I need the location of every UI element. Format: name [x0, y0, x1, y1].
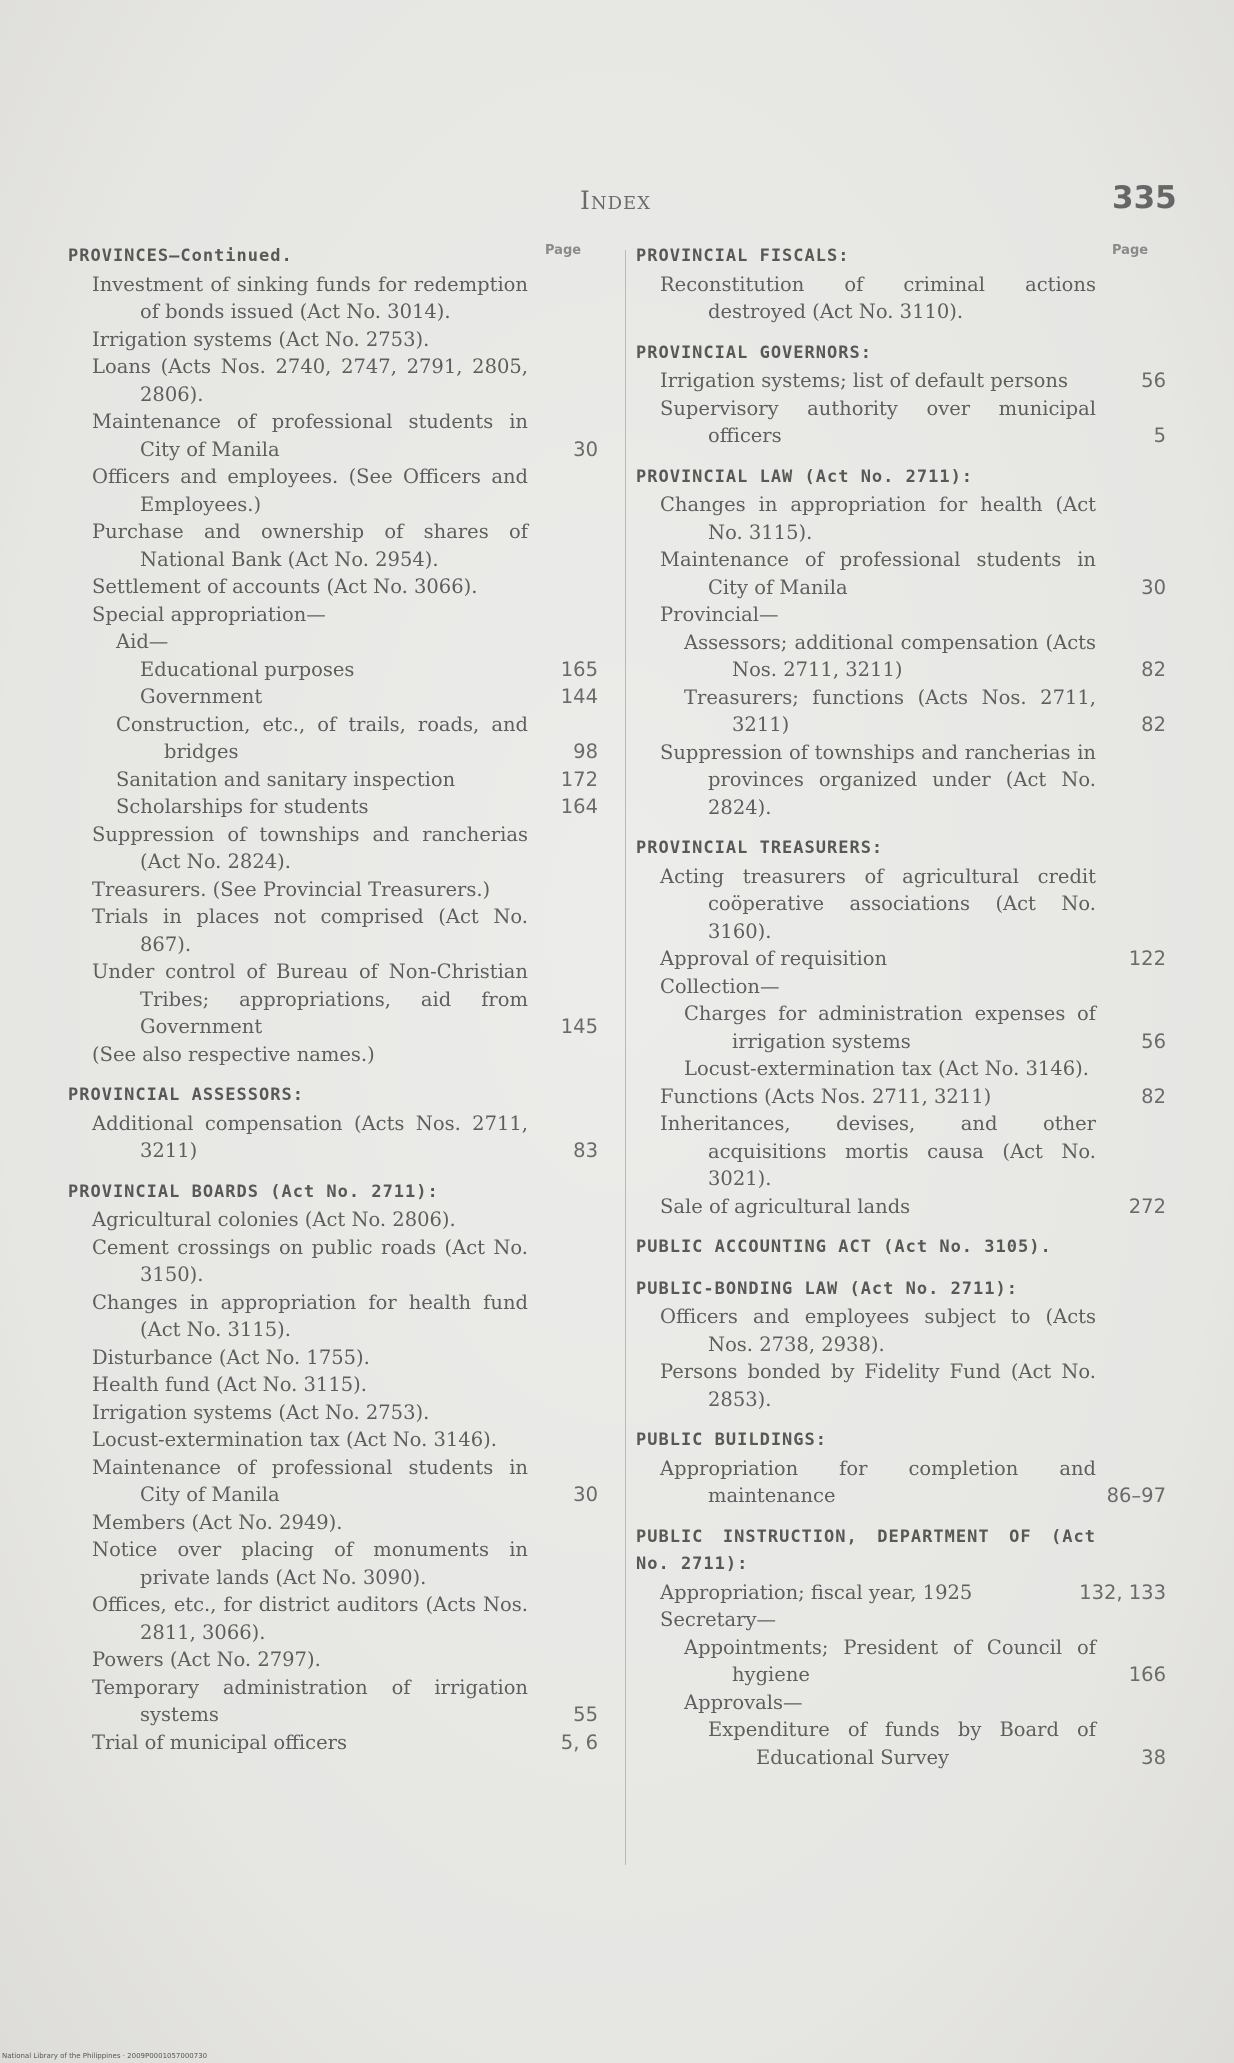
index-entry: [92, 1454, 598, 1509]
index-heading: [68, 1082, 598, 1110]
entry-text: Appropriation; fiscal year, 1925: [660, 1580, 973, 1604]
entry-page-number: 86–97: [1106, 1484, 1166, 1507]
index-entry: [636, 629, 1166, 684]
index-entry: [660, 1606, 1166, 1634]
entry-text: Appropriation for completion and maintenance: [660, 1456, 1096, 1507]
index-entry: [92, 903, 598, 958]
entry-text: PUBLIC INSTRUCTION, DEPARTMENT OF (Act No. 2711):: [636, 1526, 1096, 1574]
entry-text: Charges for administration expenses of irrigation systems: [684, 1002, 1096, 1053]
entry-text: PROVINCIAL BOARDS (Act No. 2711):: [68, 1181, 439, 1202]
entry-text: Irrigation systems (Act No. 2753).: [92, 327, 430, 351]
footer-credit: National Library of the Philippines · 2009P0001057000730: [2, 2052, 208, 2060]
entry-text: Collection—: [660, 974, 780, 998]
index-entry: [92, 1426, 598, 1454]
index-entry: [68, 628, 598, 656]
index-entry: [68, 711, 598, 766]
index-entry: [660, 1579, 1166, 1607]
entry-text: Supervisory authority over municipal officers: [660, 396, 1096, 447]
index-entry: [660, 601, 1166, 629]
column-divider: [625, 250, 626, 1865]
index-heading: [636, 835, 1166, 863]
index-entry: [660, 1303, 1166, 1358]
index-entry: [92, 1509, 598, 1537]
index-entry: [92, 326, 598, 354]
entry-page-number: 144: [560, 685, 598, 708]
entry-text: PROVINCIAL TREASURERS:: [636, 838, 884, 858]
index-entry: [660, 1193, 1166, 1221]
index-entry: [92, 1289, 598, 1344]
index-entry: [660, 1455, 1166, 1510]
entry-text: Loans (Acts Nos. 2740, 2747, 2791, 2805, 2806).: [92, 355, 528, 406]
entry-page-number: 164: [560, 795, 598, 818]
index-heading: [636, 1427, 1166, 1455]
entry-text: Notice over placing of monuments in private lands (Act No. 3090).: [92, 1538, 528, 1589]
entry-page-number: 145: [560, 1015, 598, 1038]
entry-page-number: 56: [1141, 369, 1166, 392]
index-entry: [92, 408, 598, 463]
entry-text: PUBLIC BUILDINGS:: [636, 1430, 827, 1450]
index-entry: [92, 1399, 598, 1427]
page-column-label: Page: [1112, 243, 1149, 258]
entry-page-number: 55: [573, 1703, 598, 1726]
entry-text: Expenditure of funds by Board of Educational Survey: [708, 1718, 1096, 1769]
index-entry: [92, 821, 598, 876]
index-entry: [92, 463, 598, 518]
index-entry: [92, 1729, 598, 1757]
entry-text: Officers and employees. (See Officers and Employees.): [92, 465, 528, 516]
entry-text: Locust-extermination tax (Act No. 3146).: [92, 1428, 497, 1451]
index-entry: [660, 271, 1166, 326]
entry-text: Agricultural colonies (Act No. 2806).: [92, 1208, 456, 1231]
entry-text: Cement crossings on public roads (Act No. 3150).: [92, 1235, 528, 1286]
entry-text: Scholarships for students: [116, 795, 369, 818]
entry-page-number: 82: [1141, 658, 1166, 681]
entry-page-number: 5, 6: [560, 1730, 598, 1754]
entry-text: Aid—: [116, 630, 169, 653]
index-entry: [660, 491, 1166, 546]
index-entry: [92, 876, 598, 904]
index-entry: [660, 973, 1166, 1001]
entry-text: Suppression of townships and rancherias in provinces organized under (Act No. 2824).: [660, 740, 1096, 819]
index-heading: [636, 1234, 1166, 1262]
page-number: 335: [1112, 180, 1177, 216]
entry-text: Approvals—: [684, 1690, 803, 1714]
left-column: [68, 243, 598, 1756]
entry-page-number: 132, 133: [1079, 1580, 1166, 1604]
index-heading: [636, 1276, 1166, 1304]
entry-page-number: 30: [573, 437, 598, 461]
entry-text: Temporary administration of irrigation systems: [92, 1675, 528, 1726]
entry-text: Members (Act No. 2949).: [92, 1510, 343, 1534]
index-entry: [636, 1055, 1166, 1083]
entry-page-number: 82: [1141, 1084, 1166, 1108]
entry-text: Maintenance of professional students in City of Manila: [92, 1455, 528, 1506]
index-entry: [92, 271, 598, 326]
entry-text: Purchase and ownership of shares of National Bank (Act No. 2954).: [92, 520, 528, 571]
index-entry: [92, 1110, 598, 1165]
index-entry: [92, 1234, 598, 1289]
index-heading: [636, 243, 1166, 271]
index-entry: [660, 395, 1166, 450]
entry-text: Assessors; additional compensation (Acts Nos. 2711, 3211): [684, 630, 1096, 681]
index-entry: [636, 1000, 1166, 1055]
entry-text: Functions (Acts Nos. 2711, 3211): [660, 1084, 992, 1108]
entry-text: Provincial—: [660, 603, 779, 626]
entry-text: Offices, etc., for district auditors (Acts Nos. 2811, 3066).: [92, 1593, 528, 1644]
entry-page-number: 166: [1128, 1663, 1166, 1686]
entry-text: Officers and employees subject to (Acts Nos. 2738, 2938).: [660, 1305, 1096, 1356]
entry-text: Irrigation systems (Act No. 2753).: [92, 1400, 430, 1424]
entry-text: PUBLIC ACCOUNTING ACT (Act No. 3105).: [636, 1237, 1052, 1257]
entry-page-number: 122: [1128, 947, 1166, 970]
index-entry: [68, 656, 598, 684]
index-entry: [660, 739, 1166, 822]
right-column: [636, 243, 1166, 1771]
entry-text: Sanitation and sanitary inspection: [116, 767, 456, 791]
entry-text: Construction, etc., of trails, roads, and bridges: [116, 712, 528, 763]
entry-text: Settlement of accounts (Act No. 3066).: [92, 575, 478, 598]
entry-text: Special appropriation—: [92, 602, 326, 626]
entry-text: Educational purposes: [140, 657, 355, 681]
index-entry: [636, 1716, 1166, 1771]
entry-text: Acting treasurers of agricultural credit coöperative associations (Act No. 3160).: [660, 864, 1096, 943]
index-entry: [660, 945, 1166, 973]
entry-text: PROVINCIAL GOVERNORS:: [636, 342, 872, 363]
index-entry: [68, 766, 598, 794]
index-entry: [636, 684, 1166, 739]
entry-text: PROVINCIAL ASSESSORS:: [68, 1085, 304, 1105]
entry-text: Changes in appropriation for health fund (Act No. 3115).: [92, 1290, 528, 1341]
index-entry: [92, 1536, 598, 1591]
entry-text: Under control of Bureau of Non-Christian Tribes; appropriations, aid from Government: [92, 960, 528, 1038]
entry-text: PROVINCIAL LAW (Act No. 2711):: [636, 466, 974, 487]
entry-text: Appointments; President of Council of hygiene: [684, 1635, 1096, 1686]
index-entry: [92, 1206, 598, 1234]
entry-page-number: 5: [1153, 424, 1166, 447]
index-entry: [92, 1646, 598, 1674]
entry-page-number: 83: [573, 1139, 598, 1162]
index-entry: [660, 1358, 1166, 1413]
entry-text: Approval of requisition: [660, 947, 888, 970]
entry-text: Changes in appropriation for health (Act No. 3115).: [660, 493, 1096, 544]
entry-text: Powers (Act No. 2797).: [92, 1648, 321, 1671]
entry-text: Persons bonded by Fidelity Fund (Act No. 2853).: [660, 1360, 1096, 1411]
left-entry-list: [68, 243, 598, 1756]
index-entry: [92, 601, 598, 629]
entry-page-number: 165: [560, 657, 598, 681]
right-entry-list: [636, 243, 1166, 1771]
entry-page-number: 272: [1128, 1194, 1166, 1218]
entry-text: Maintenance of professional students in City of Manila: [660, 548, 1096, 599]
index-entry: [92, 353, 598, 408]
entry-page-number: 38: [1141, 1745, 1166, 1769]
index-entry: [92, 1041, 598, 1069]
entry-text: PUBLIC-BONDING LAW (Act No. 2711):: [636, 1278, 1018, 1299]
index-entry: [92, 518, 598, 573]
entry-text: Health fund (Act No. 3115).: [92, 1373, 367, 1396]
entry-text: PROVINCIAL FISCALS:: [636, 246, 850, 266]
index-heading: [636, 340, 1166, 368]
entry-text: Irrigation systems; list of default persons: [660, 369, 1068, 392]
entry-text: Investment of sinking funds for redemption of bonds issued (Act No. 3014).: [92, 272, 528, 323]
index-heading: [68, 1179, 598, 1207]
entry-page-number: 172: [560, 767, 598, 791]
index-entry: [92, 1591, 598, 1646]
entry-text: Sale of agricultural lands: [660, 1194, 911, 1218]
index-entry: [660, 863, 1166, 946]
entry-text: Inheritances, devises, and other acquisitions mortis causa (Act No. 3021).: [660, 1112, 1096, 1190]
index-entry: [636, 1689, 1166, 1717]
index-entry: [92, 1371, 598, 1399]
index-heading: [636, 1524, 1166, 1579]
entry-text: Trials in places not comprised (Act No. 867).: [92, 905, 528, 956]
entry-text: Trial of municipal officers: [92, 1730, 347, 1754]
index-entry: [660, 367, 1166, 395]
index-entry: [92, 573, 598, 601]
index-entry: [660, 1083, 1166, 1111]
index-entry: [92, 958, 598, 1041]
index-heading: [68, 243, 598, 271]
index-entry: [636, 1634, 1166, 1689]
index-entry: [68, 793, 598, 821]
entry-text: Reconstitution of criminal actions destroyed (Act No. 3110).: [660, 272, 1096, 323]
entry-text: Disturbance (Act No. 1755).: [92, 1345, 370, 1369]
index-entry: [660, 546, 1166, 601]
index-heading: [636, 464, 1166, 492]
entry-page-number: 98: [573, 740, 598, 763]
index-entry: [660, 1110, 1166, 1193]
entry-page-number: 82: [1141, 713, 1166, 736]
entry-text: Maintenance of professional students in City of Manila: [92, 410, 528, 461]
entry-page-number: 30: [1141, 575, 1166, 599]
entry-page-number: 56: [1141, 1029, 1166, 1053]
entry-text: Treasurers. (See Provincial Treasurers.): [92, 877, 491, 901]
index-entry: [68, 683, 598, 711]
entry-text: Government: [140, 685, 263, 708]
entry-text: (See also respective names.): [92, 1042, 375, 1066]
page-column-label: Page: [545, 243, 582, 258]
index-entry: [92, 1344, 598, 1372]
entry-page-number: 30: [573, 1483, 598, 1506]
entry-text: Additional compensation (Acts Nos. 2711, 3211): [92, 1111, 528, 1162]
index-entry: [92, 1674, 598, 1729]
page-title: Index: [580, 186, 652, 215]
entry-text: Suppression of townships and rancherias (Act No. 2824).: [92, 822, 528, 873]
entry-text: PROVINCES—Continued.: [68, 246, 293, 266]
entry-text: Treasurers; functions (Acts Nos. 2711, 3211): [684, 685, 1096, 736]
entry-text: Secretary—: [660, 1608, 776, 1631]
entry-text: Locust-extermination tax (Act No. 3146).: [684, 1057, 1089, 1080]
